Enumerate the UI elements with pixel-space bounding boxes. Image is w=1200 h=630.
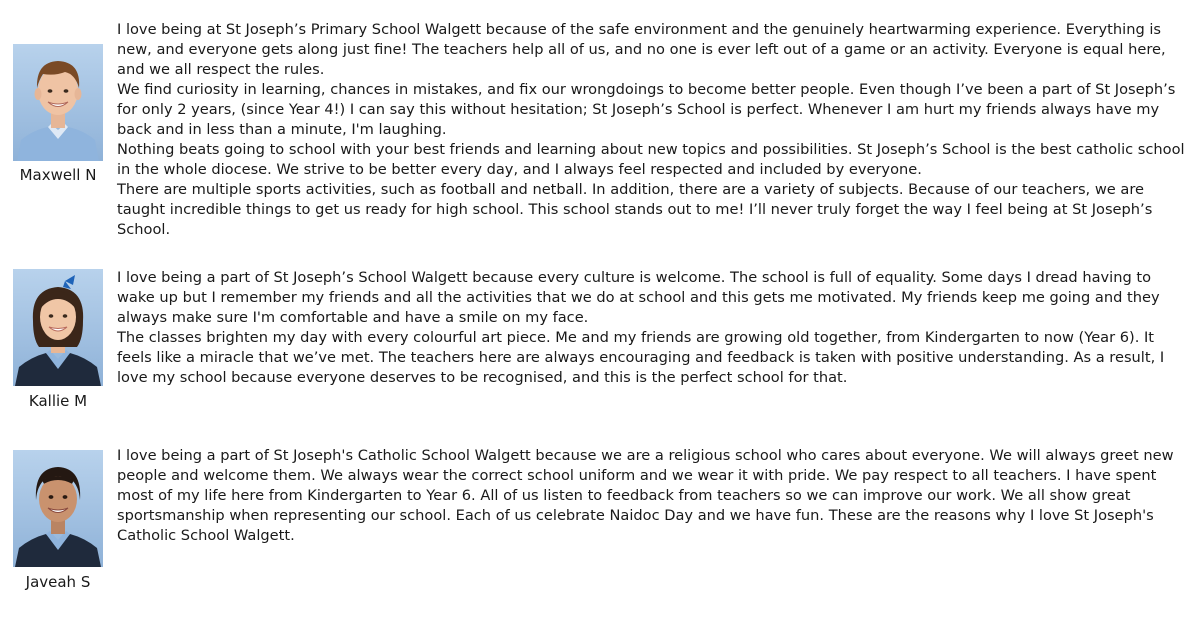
testimonial-paragraph: Nothing beats going to school with your best friends and learning about new topics and possibilities. St Joseph’s School is the best catholic school in the whole diocese. We strive to be better every day, and I always feel respected and included by everyone. — [117, 141, 1185, 178]
testimonial-paragraph: There are multiple sports activities, such as football and netball. In addition, there are a variety of subjects. Because of our teachers, we are taught incredible things to get us ready for high school. This school stands out to me! I’ll never truly forget the way I feel being at St Joseph’s School. — [117, 181, 1153, 238]
testimonial-paragraph: The classes brighten my day with every colourful art piece. Me and my friends are growing old together, from Kindergarten to now (Year 6). It feels like a miracle that we’ve met. The teachers here are always encouraging and feedback is taken with positive understanding. As a result, I love my school because everyone deserves to be recognised, and this is the perfect school for that. — [117, 329, 1165, 386]
student-name: Maxwell N — [19, 166, 97, 184]
student-name: Kallie M — [28, 392, 88, 410]
testimonial-paragraph: I love being at St Joseph’s Primary School Walgett because of the safe environment and the genuinely heartwarming experience. Everything is new, and everyone gets along just fine! The teachers help all of us, and no one is ever left out of a game or an activity. Everyone is equal here, and we all respect the rules. — [117, 21, 1166, 78]
testimonial-paragraph: I love being a part of St Joseph's Catholic School Walgett because we are a religious school who cares about everyone. We will always greet new people and welcome them. We always wear the correct school uniform and we wear it with pride. We pay respect to all teachers. I have spent most of my life here from Kindergarten to Year 6. All of us listen to feedback from teachers so we can improve our work. We all show great sportsmanship when representing our school. Each of us celebrate Naidoc Day and we have fun. These are the reasons why I love St Joseph's Catholic School Walgett. — [117, 447, 1174, 544]
testimonial-text — [117, 446, 1185, 546]
student-name: Javeah S — [25, 573, 91, 591]
testimonial-paragraph: I love being a part of St Joseph’s School Walgett because every culture is welcome. The school is full of equality. Some days I dread having to wake up but I remember my friends and all the activities that we do at school and this gets me motivated. My friends keep me going and they always make sure I'm comfortable and have a smile on my face. — [117, 269, 1160, 326]
student-photo — [13, 450, 103, 567]
testimonial-paragraph: We find curiosity in learning, chances in mistakes, and fix our wrongdoings to become better people. Even though I’ve been a part of St Joseph’s for only 2 years, (since Year 4!) I can say this without hesitation; St Joseph’s School is perfect. Whenever I am hurt my friends always have my back and in less than a minute, I'm laughing. — [117, 81, 1176, 138]
student-portrait-girl-icon — [13, 450, 103, 567]
